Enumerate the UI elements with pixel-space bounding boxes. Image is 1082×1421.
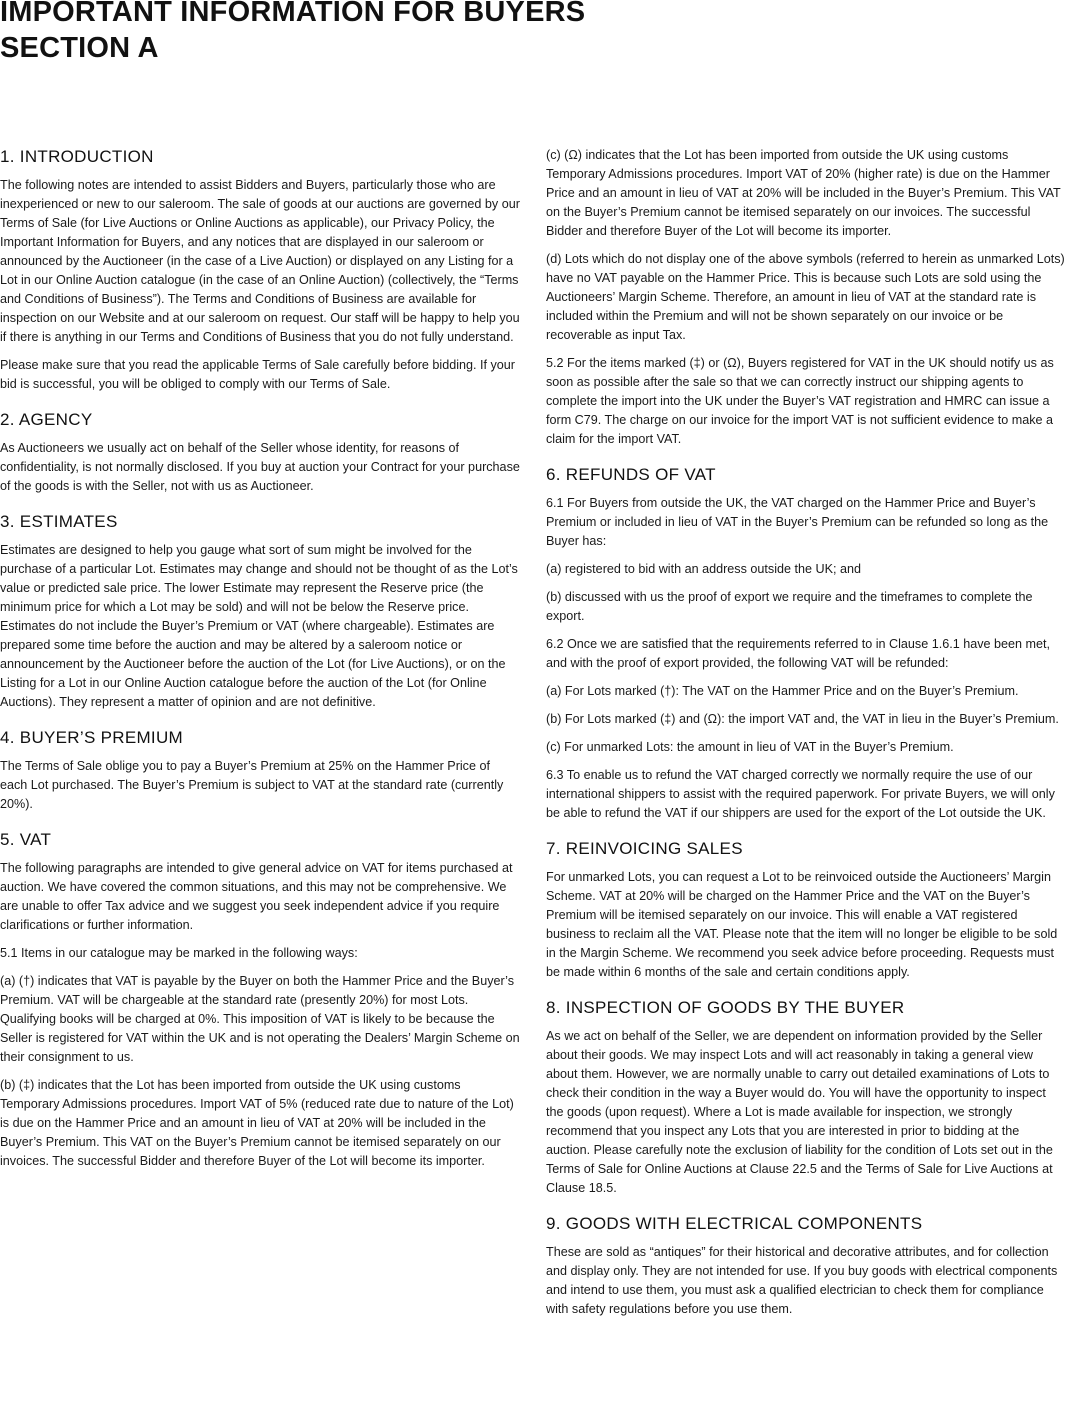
section	[546, 1213, 1066, 1319]
paragraph: (c) For unmarked Lots: the amount in lieu of VAT in the Buyer’s Premium.	[546, 740, 954, 754]
right-column	[546, 146, 1066, 1334]
section-heading: 1. INTRODUCTION	[0, 147, 154, 166]
paragraph: The following notes are intended to assist Bidders and Buyers, particularly those who are inexperienced or new to our saleroom. The sale of goods at our auctions are governed by our Terms of Sale (for Live Auctions or Online Auctions as applicable), our Privacy Policy, the Important Information for Buyers, and any notices that are displayed in our saleroom or announced by the Auctioneer (in the case of a Live Auction) or displayed on any Listing for a Lot in our Online Auction catalogue (in the case of an Online Auction) (collectively, the “Terms and Conditions of Business”). The Terms and Conditions of Business are available for inspection on our Website and at our saleroom on request. Our staff will be happy to help you if there is anything in our Terms and Conditions of Business that you do not fully understand.	[0, 178, 520, 344]
paragraph: (a) (†) indicates that VAT is payable by the Buyer on both the Hammer Price and the Buyer’s Premium. VAT will be chargeable at the standard rate (presently 20%) for most Lots. Qualifying books will be charged at 0%. This imposition of VAT is likely to be because the Seller is registered for VAT within the UK and is not operating the Dealers’ Margin Scheme on their consignment to us.	[0, 974, 520, 1064]
section-heading: 4. BUYER’S PREMIUM	[0, 728, 183, 747]
paragraph: The Terms of Sale oblige you to pay a Buyer’s Premium at 25% on the Hammer Price of each Lot purchased. The Buyer’s Premium is subject to VAT at the standard rate (currently 20%).	[0, 759, 504, 811]
paragraph: The following paragraphs are intended to give general advice on VAT for items purchased at auction. We have covered the common situations, and this may not be comprehensive. We are unable to offer Tax advice and we suggest you seek independent advice if you require clarifications or further information.	[0, 861, 513, 932]
paragraph: 5.2 For the items marked (‡) or (Ω), Buyers registered for VAT in the UK should notify us as soon as possible after the sale so that we can correctly instruct our shipping agents to complete the import into the UK under the Buyer’s VAT registration and HMRC can issue a form C79. The charge on our invoice for the import VAT is not sufficient evidence to make a claim for the import VAT.	[546, 356, 1054, 446]
page-title	[0, 0, 585, 66]
section	[0, 829, 520, 1171]
paragraph: Please make sure that you read the applicable Terms of Sale carefully before bidding. If your bid is successful, you will be obliged to comply with our Terms of Sale.	[0, 358, 516, 391]
section	[0, 409, 520, 496]
section	[546, 464, 1066, 823]
paragraph: 6.1 For Buyers from outside the UK, the VAT charged on the Hammer Price and Buyer’s Premium or included in lieu of VAT in the Buyer’s Premium can be refunded so long as the Buyer has:	[546, 496, 1049, 548]
section	[0, 146, 520, 394]
paragraph: These are sold as “antiques” for their historical and decorative attributes, and for collection and display only. They are not intended for use. If you buy goods with electrical components and intend to use them, you must ask a qualified electrician to check them for compliance with safety regulations before you use them.	[546, 1245, 1058, 1316]
paragraph: 5.1 Items in our catalogue may be marked in the following ways:	[0, 946, 358, 960]
section-heading: 7. REINVOICING SALES	[546, 839, 743, 858]
section-heading: 8. INSPECTION OF GOODS BY THE BUYER	[546, 998, 905, 1017]
paragraph: (b) For Lots marked (‡) and (Ω): the import VAT and, the VAT in lieu in the Buyer’s Premium.	[546, 712, 1059, 726]
paragraph: (b) (‡) indicates that the Lot has been imported from outside the UK using customs Temporary Admissions procedures. Import VAT of 5% (reduced rate due to nature of the Lot) is due on the Hammer Price and an amount in lieu of VAT at 20% will be included in the Buyer’s Premium. This VAT on the Buyer’s Premium cannot be itemised separately on our invoices. The successful Bidder and therefore Buyer of the Lot will become its importer.	[0, 1078, 514, 1168]
paragraph: For unmarked Lots, you can request a Lot to be reinvoiced outside the Auctioneers’ Margin Scheme. VAT at 20% will be charged on the Hammer Price and the VAT on the Buyer’s Premium will be itemised separately on our invoice. This will enable a VAT registered business to reclaim all the VAT. Please note that the item will no longer be eligible to be sold in the Margin Scheme. We recommend you seek advice before proceeding. Requests must be made within 6 months of the sale and certain conditions apply.	[546, 870, 1058, 979]
paragraph: (d) Lots which do not display one of the above symbols (referred to herein as unmarked Lots) have no VAT payable on the Hammer Price. This is because such Lots are sold using the Auctioneers’ Margin Scheme. Therefore, an amount in lieu of VAT at the standard rate is included within the Premium and will not be shown separately on our invoice or be recoverable as input Tax.	[546, 252, 1065, 342]
paragraph: 6.3 To enable us to refund the VAT charged correctly we normally require the use of our international shippers to assist with the required paperwork. For private Buyers, we will only be able to refund the VAT if our shippers are used for the export of the Lot outside the UK.	[546, 768, 1055, 820]
left-column	[0, 146, 520, 1186]
section	[546, 997, 1066, 1198]
page-title-line-2: SECTION A	[0, 32, 159, 64]
section	[546, 146, 1066, 449]
paragraph: Estimates are designed to help you gauge what sort of sum might be involved for the purchase of a particular Lot. Estimates may change and should not be thought of as the Lot’s value or predicted sale price. The lower Estimate may represent the Reserve price (the minimum price for which a Lot may be sold) and will not be below the Reserve price. Estimates do not include the Buyer’s Premium or VAT (where chargeable). Estimates are prepared some time before the auction and may be altered by a saleroom notice or announcement by the Auctioneer before the auction of the Lot (for Live Auctions), or on the Listing for a Lot in our Online Auction catalogue before the auction of the Lot (for Online Auctions). They represent a matter of opinion and are not definitive.	[0, 543, 518, 709]
section	[0, 727, 520, 814]
page-title-line-1: IMPORTANT INFORMATION FOR BUYERS	[0, 0, 586, 28]
section-heading: 9. GOODS WITH ELECTRICAL COMPONENTS	[546, 1214, 923, 1233]
paragraph: (b) discussed with us the proof of export we require and the timeframes to complete the export.	[546, 590, 1033, 623]
section-heading: 6. REFUNDS OF VAT	[546, 465, 716, 484]
paragraph: (a) For Lots marked (†): The VAT on the Hammer Price and on the Buyer’s Premium.	[546, 684, 1019, 698]
paragraph: As we act on behalf of the Seller, we are dependent on information provided by the Seller about their goods. We may inspect Lots and will act reasonably in taking a general view about them. However, we are normally unable to carry out detailed examinations of Lots to check their condition in the way a Buyer would do. You will have the opportunity to inspect the goods (upon request). Where a Lot is made available for inspection, we strongly recommend that you inspect any Lots that you are interested in prior to bidding at the auction. Please carefully note the exclusion of liability for the condition of Lots set out in the Terms of Sale for Online Auctions at Clause 22.5 and the Terms of Sale for Live Auctions at Clause 18.5.	[546, 1029, 1053, 1195]
paragraph: 6.2 Once we are satisfied that the requirements referred to in Clause 1.6.1 have been met, and with the proof of export provided, the following VAT will be refunded:	[546, 637, 1051, 670]
section-heading: 3. ESTIMATES	[0, 512, 118, 531]
section-heading: 5. VAT	[0, 830, 52, 849]
paragraph: (a) registered to bid with an address outside the UK; and	[546, 562, 862, 576]
section	[0, 511, 520, 712]
paragraph: (c) (Ω) indicates that the Lot has been imported from outside the UK using customs Temporary Admissions procedures. Import VAT of 20% (higher rate) is due on the Hammer Price and an amount in lieu of VAT at 20% will be included in the Buyer’s Premium. This VAT on the Buyer’s Premium cannot be itemised separately on our invoices. The successful Bidder and therefore Buyer of the Lot will become its importer.	[546, 148, 1061, 238]
section	[546, 838, 1066, 982]
section-heading: 2. AGENCY	[0, 410, 93, 429]
paragraph: As Auctioneers we usually act on behalf of the Seller whose identity, for reasons of confidentiality, is not normally disclosed. If you buy at auction your Contract for your purchase of the goods is with the Seller, not with us as Auctioneer.	[0, 441, 520, 493]
